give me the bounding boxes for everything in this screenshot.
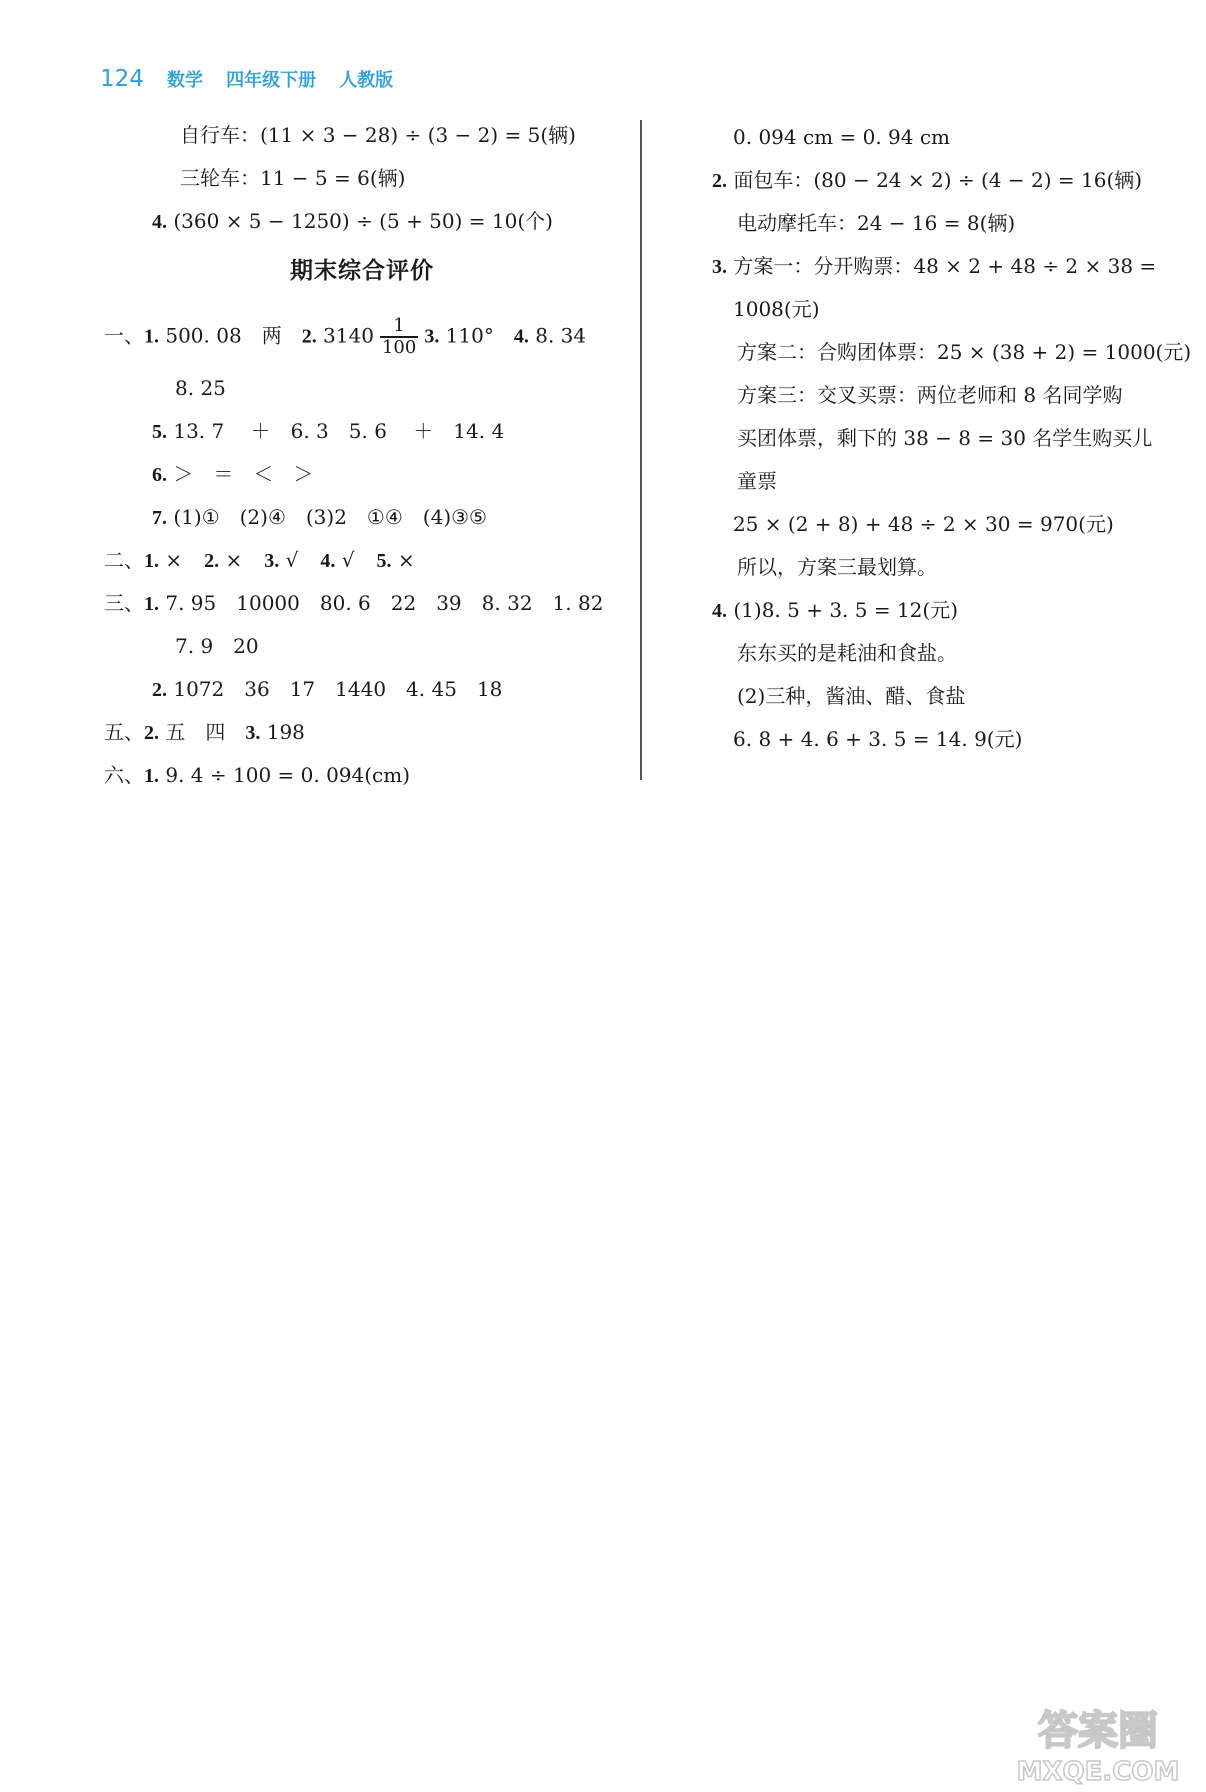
section-lead: 三、 bbox=[104, 591, 144, 615]
answer-line: 方案三：交叉买票：两位老师和 8 名同学购 bbox=[737, 383, 1123, 407]
watermark-logo bbox=[1000, 1700, 1196, 1786]
answer-text: 面包车：(80 − 24 × 2) ÷ (4 − 2) = 16(辆) bbox=[727, 168, 1143, 192]
answer-line: 买团体票，剩下的 38 − 8 = 30 名学生购买儿 bbox=[737, 426, 1153, 450]
answer-line: 7. 9 20 bbox=[175, 634, 259, 658]
answer-text: × bbox=[391, 548, 415, 572]
answer-text: (1)8. 5 + 3. 5 = 12(元) bbox=[727, 598, 959, 622]
watermark-title: 答案圈 bbox=[1038, 1708, 1158, 1754]
question-number: 5. bbox=[376, 550, 392, 572]
answer-line: 电动摩托车：24 − 16 = 8(辆) bbox=[737, 211, 1016, 235]
answer-text: √ bbox=[335, 548, 355, 572]
column-divider bbox=[640, 120, 642, 780]
answer-text: (1)① (2)④ (3)2 ①④ (4)③⑤ bbox=[167, 505, 487, 529]
answer-line: 6. 8 + 4. 6 + 3. 5 = 14. 9(元) bbox=[733, 727, 1023, 751]
answer-line bbox=[104, 588, 603, 619]
answer-text: √ bbox=[279, 548, 299, 572]
question-number: 3. bbox=[424, 325, 440, 348]
watermark-url: MXQE.COM bbox=[1016, 1757, 1180, 1786]
answer-line bbox=[104, 760, 410, 791]
answer-line: 三轮车：11 − 5 = 6(辆) bbox=[180, 166, 406, 190]
question-number: 4. bbox=[712, 600, 727, 622]
answer-line: 自行车：(11 × 3 − 28) ÷ (3 − 2) = 5(辆) bbox=[180, 123, 576, 147]
answer-text: 3140 bbox=[316, 323, 374, 348]
answer-line: 东东买的是耗油和食盐。 bbox=[737, 641, 957, 665]
answer-text: 五 四 bbox=[159, 720, 246, 744]
question-number: 4. bbox=[152, 211, 167, 233]
answer-text: ＞ ＝ ＜ ＞ bbox=[167, 462, 314, 486]
section-lead: 五、 bbox=[104, 720, 144, 744]
answer-text: × bbox=[219, 548, 243, 572]
answer-text: 110° bbox=[439, 323, 514, 348]
answer-line: 方案二：合购团体票：25 × (38 + 2) = 1000(元) bbox=[737, 340, 1192, 364]
question-number: 1. bbox=[144, 550, 159, 572]
answer-text: × bbox=[159, 548, 183, 572]
answer-text: 198 bbox=[260, 720, 305, 744]
answer-line: 25 × (2 + 8) + 48 ÷ 2 × 30 = 970(元) bbox=[733, 512, 1114, 536]
section-lead: 二、 bbox=[104, 548, 144, 572]
answer-line: (2)三种，酱油、醋、食盐 bbox=[737, 684, 966, 708]
answer-line bbox=[104, 316, 586, 358]
answer-line bbox=[104, 717, 305, 748]
fraction-numerator: 1 bbox=[393, 315, 405, 336]
answer-line bbox=[152, 502, 487, 533]
answer-line bbox=[104, 545, 415, 576]
answer-line bbox=[152, 459, 313, 490]
answer-text: 9. 4 ÷ 100 = 0. 094(cm) bbox=[159, 763, 411, 787]
question-number: 6. bbox=[152, 464, 167, 486]
answer-line bbox=[712, 251, 1156, 282]
question-number: 1. bbox=[144, 593, 159, 615]
fraction bbox=[380, 316, 418, 358]
answer-text: 1072 36 17 1440 4. 45 18 bbox=[167, 677, 503, 701]
page-number: 124 bbox=[100, 66, 144, 92]
question-number: 1. bbox=[144, 765, 159, 787]
fraction-denominator: 100 bbox=[381, 336, 417, 358]
question-number: 2. bbox=[144, 722, 159, 744]
question-number: 2. bbox=[712, 170, 727, 192]
answer-text: 13. 7 ＋ 6. 3 5. 6 ＋ 14. 4 bbox=[167, 419, 505, 443]
answer-text: 500. 08 两 bbox=[159, 323, 302, 348]
section-title: 期末综合评价 bbox=[290, 258, 434, 284]
section-lead: 一、 bbox=[104, 323, 144, 348]
answer-line bbox=[152, 674, 502, 705]
answer-text: 方案一：分开购票：48 × 2 + 48 ÷ 2 × 38 = bbox=[727, 254, 1157, 278]
answer-text: 8. 34 bbox=[528, 323, 587, 348]
edition-label: 人教版 bbox=[339, 70, 394, 91]
question-number: 7. bbox=[152, 507, 167, 529]
section-lead: 六、 bbox=[104, 763, 144, 787]
answer-line: 童票 bbox=[737, 469, 777, 493]
answer-line: 0. 094 cm = 0. 94 cm bbox=[733, 125, 951, 149]
answer-text: (360 × 5 − 1250) ÷ (5 + 50) = 10(个) bbox=[167, 209, 553, 233]
grade-label: 四年级下册 bbox=[226, 70, 317, 91]
question-number: 2. bbox=[152, 679, 167, 701]
question-number: 1. bbox=[144, 325, 159, 348]
question-number: 4. bbox=[320, 550, 336, 572]
page-header bbox=[100, 66, 411, 98]
question-number: 3. bbox=[712, 256, 727, 278]
answer-line bbox=[712, 165, 1142, 196]
answer-line bbox=[152, 416, 504, 447]
question-number: 2. bbox=[301, 325, 317, 348]
answer-line bbox=[712, 595, 958, 626]
answer-text: 7. 95 10000 80. 6 22 39 8. 32 1. 82 bbox=[159, 591, 604, 615]
question-number: 4. bbox=[513, 325, 529, 348]
question-number: 5. bbox=[152, 421, 167, 443]
subject-label: 数学 bbox=[167, 70, 203, 91]
answer-line: 所以，方案三最划算。 bbox=[737, 555, 937, 579]
answer-line: 1008(元) bbox=[733, 297, 820, 321]
answer-line: 8. 25 bbox=[175, 376, 226, 400]
question-number: 3. bbox=[245, 722, 261, 744]
answer-line bbox=[152, 206, 553, 237]
question-number: 3. bbox=[264, 550, 280, 572]
question-number: 2. bbox=[204, 550, 220, 572]
